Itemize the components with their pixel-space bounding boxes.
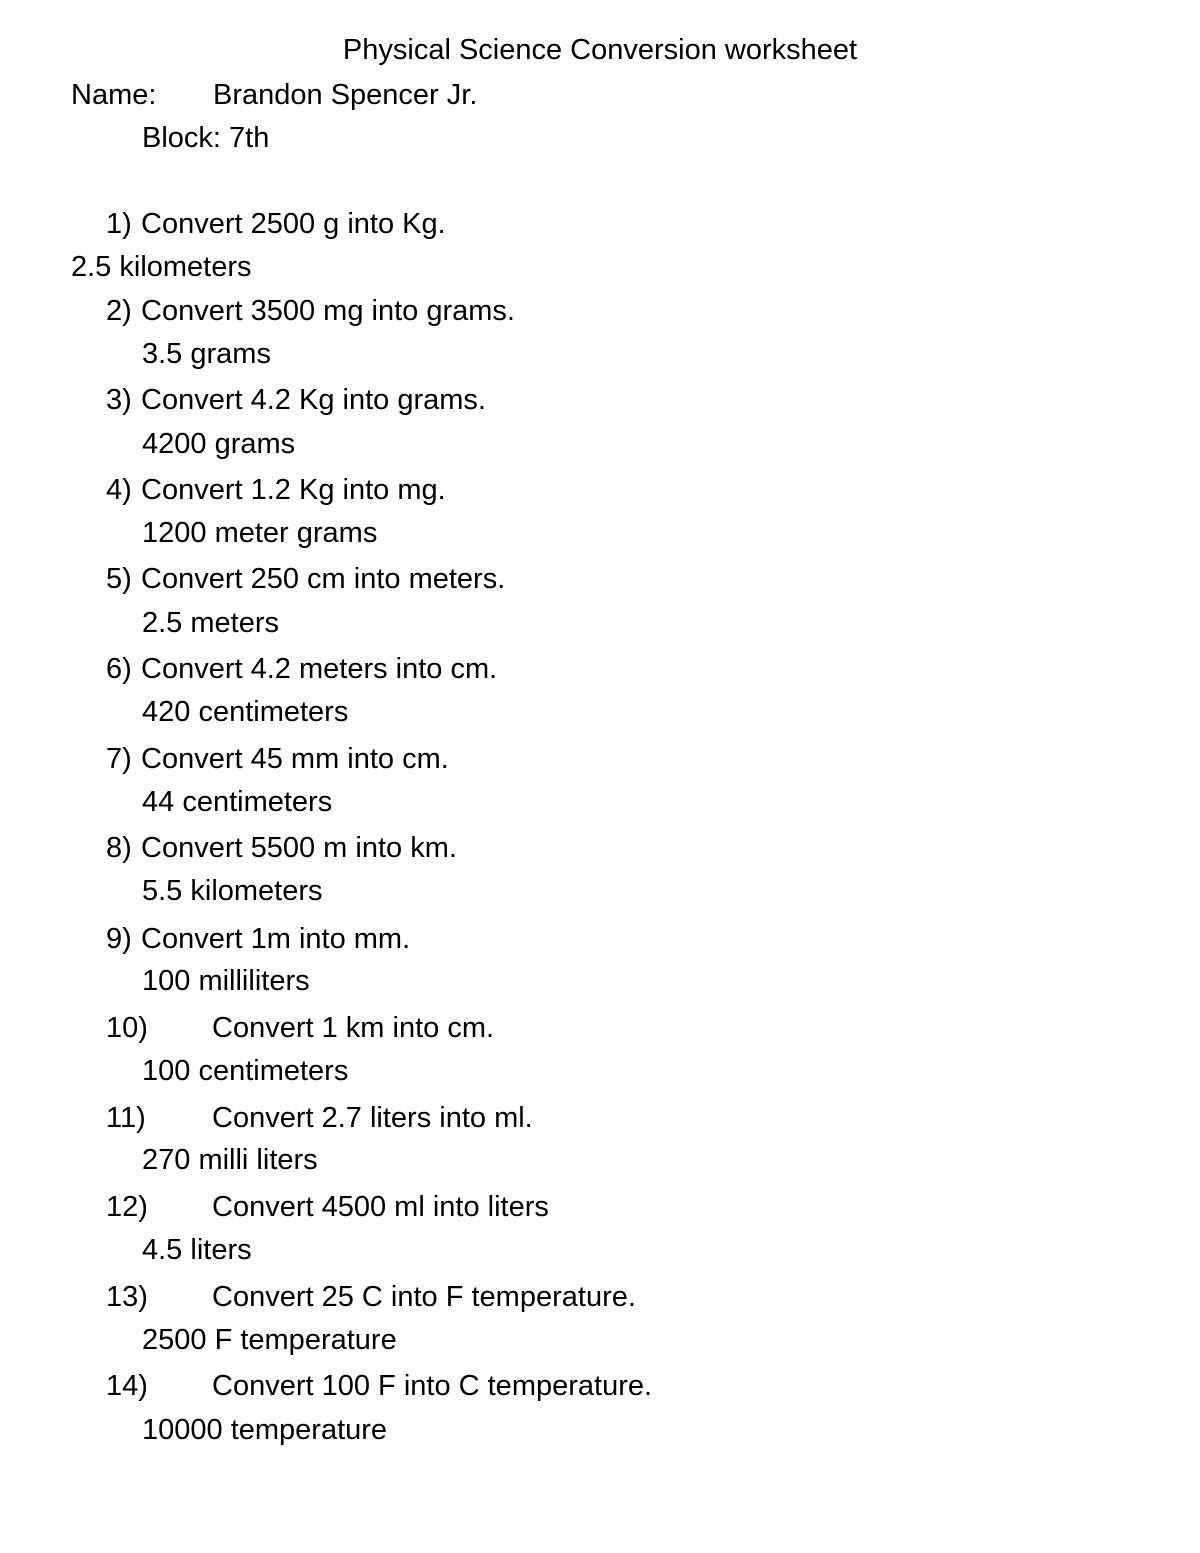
answer-text: 1200 meter grams xyxy=(142,517,378,549)
answer-text: 5.5 kilometers xyxy=(142,875,323,907)
question-text: Convert 45 mm into cm. xyxy=(141,743,449,775)
question-text: Convert 4500 ml into liters xyxy=(212,1191,549,1223)
question-number: 8) xyxy=(106,832,132,864)
question-text: Convert 250 cm into meters. xyxy=(141,563,506,595)
answer-text: 100 milliliters xyxy=(142,965,310,997)
answer-text: 100 centimeters xyxy=(142,1055,349,1087)
question-text: Convert 2.7 liters into ml. xyxy=(212,1102,533,1134)
question-number: 10) xyxy=(106,1012,148,1044)
page-title: Physical Science Conversion worksheet xyxy=(342,34,858,66)
answer-text: 10000 temperature xyxy=(142,1414,388,1446)
question-text: Convert 1 km into cm. xyxy=(212,1012,495,1044)
question-text: Convert 3500 mg into grams. xyxy=(141,295,515,327)
question-number: 13) xyxy=(106,1281,148,1313)
question-number: 9) xyxy=(106,923,132,955)
question-number: 12) xyxy=(106,1191,148,1223)
question-text: Convert 4.2 meters into cm. xyxy=(141,653,498,685)
answer-text: 44 centimeters xyxy=(142,786,333,818)
question-number: 7) xyxy=(106,743,132,775)
question-text: Convert 100 F into C temperature. xyxy=(212,1370,653,1402)
name-label: Name: xyxy=(71,79,157,111)
question-text: Convert 2500 g into Kg. xyxy=(141,208,446,240)
block-label: Block: 7th xyxy=(142,122,270,154)
question-text: Convert 1m into mm. xyxy=(141,923,411,955)
question-number: 2) xyxy=(106,295,132,327)
question-text: Convert 4.2 Kg into grams. xyxy=(141,384,486,416)
question-number: 5) xyxy=(106,563,132,595)
question-text: Convert 1.2 Kg into mg. xyxy=(141,474,446,506)
question-number: 14) xyxy=(106,1370,148,1402)
answer-text: 2.5 kilometers xyxy=(71,251,252,283)
answer-text: 4.5 liters xyxy=(142,1234,252,1266)
question-number: 6) xyxy=(106,653,132,685)
question-number: 3) xyxy=(106,384,132,416)
answer-text: 420 centimeters xyxy=(142,696,349,728)
question-number: 1) xyxy=(106,208,132,240)
question-text: Convert 25 C into F temperature. xyxy=(212,1281,636,1313)
question-number: 4) xyxy=(106,474,132,506)
answer-text: 3.5 grams xyxy=(142,338,271,370)
name-value: Brandon Spencer Jr. xyxy=(213,79,478,111)
answer-text: 270 milli liters xyxy=(142,1144,318,1176)
answer-text: 4200 grams xyxy=(142,428,296,460)
question-number: 11) xyxy=(106,1102,146,1134)
answer-text: 2500 F temperature xyxy=(142,1324,397,1356)
answer-text: 2.5 meters xyxy=(142,607,279,639)
question-text: Convert 5500 m into km. xyxy=(141,832,457,864)
